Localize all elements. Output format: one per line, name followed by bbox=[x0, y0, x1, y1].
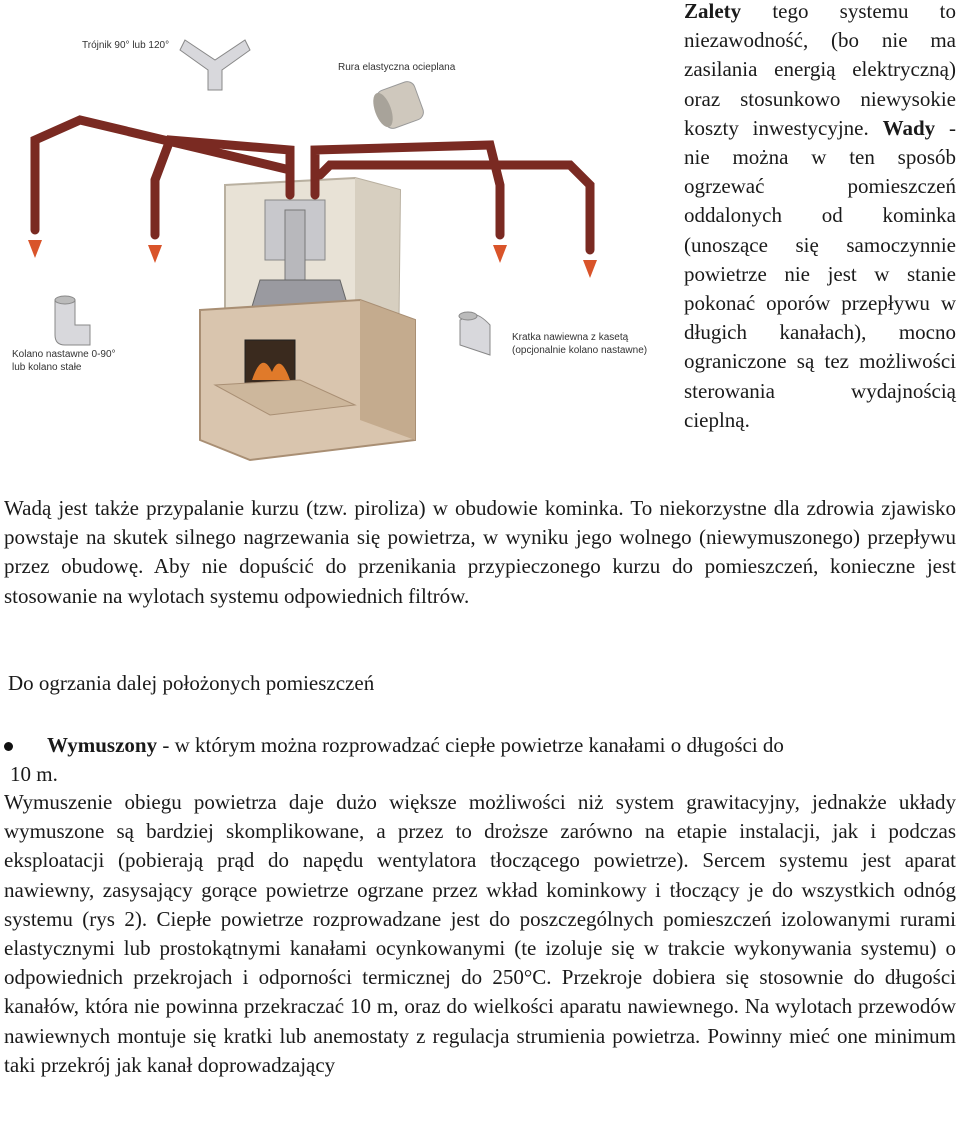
label-grille-1: Kratka nawiewna z kasetą bbox=[512, 332, 629, 343]
label-grille-2: (opcjonalnie kolano nastawne) bbox=[512, 345, 648, 356]
bullet-text bbox=[47, 731, 956, 760]
list-item bbox=[4, 731, 956, 789]
zalety-text: tego systemu to niezawodność, (bo nie ma zasilania energią elektryczną) oraz stosunkowo niewysokie koszty inwestycyjne. bbox=[684, 0, 956, 140]
label-elbow-1: Kolano nastawne 0-90° bbox=[12, 349, 116, 360]
arrow-down-icon bbox=[148, 245, 162, 263]
flue bbox=[285, 210, 305, 280]
paragraph-pyrolysis: Wadą jest także przypalanie kurzu (tzw. piroliza) w obudowie kominka. To niekorzystne dla zdrowia zjawisko powstaje na skutek silnego nagrzewania się powietrza, w wyniku jego wolnego (niewymuszonego) przepływu przez obudowę. Aby nie dopuścić do przenikania przypieczonego kurzu do pomieszczeń, konieczne jest stosowanie na wylotach systemu odpowiednich filtrów. bbox=[4, 496, 956, 608]
fireplace-diagram bbox=[0, 0, 680, 500]
wady-heading: Wady bbox=[882, 115, 936, 140]
bullet-icon bbox=[4, 742, 13, 751]
flex-pipe bbox=[369, 79, 425, 130]
bullet-body: - w którym można rozprowadzać ciepłe powietrze kanałami o długości do bbox=[162, 733, 784, 757]
label-flex-pipe: Rura elastyczna ocieplana bbox=[338, 62, 456, 73]
label-elbow-2: lub kolano stałe bbox=[12, 362, 82, 373]
fireplace-illustration bbox=[0, 0, 680, 500]
label-tee: Trójnik 90° lub 120° bbox=[82, 40, 170, 51]
grille-fitting bbox=[459, 312, 490, 355]
zalety-heading: Zalety bbox=[684, 0, 742, 23]
bullet-cont-text: 10 m. bbox=[10, 762, 58, 787]
wady-text: - nie można w ten sposób ogrzewać pomieszczeń oddalonych od kominka (unoszące się samoczynnie powietrze nie jest w stanie pokonać oporów przepływu w długich kanałach), mocno ograniczone są tez możliwości sterowania wydajnością cieplną. bbox=[684, 115, 956, 432]
paragraph-intro: Do ogrzania dalej położonych pomieszczeń bbox=[8, 671, 375, 695]
bullet-continuation bbox=[10, 760, 956, 789]
arrow-down-icon bbox=[583, 260, 597, 278]
paragraph-forced: Wymuszenie obiegu powietrza daje dużo większe możliwości niż system grawitacyjny, jednakże układy wymuszone są bardziej skomplikowane, a przez to droższe zarówno na etapie instalacji, jak i podczas eksploatacji (pobierają prąd do napędu wentylatora tłoczącego powietrze). Sercem systemu jest aparat nawiewny, zasysający gorące powietrze ogrzane przez wkład kominkowy i tłoczący je do wszystkich odnóg systemu (rys 2). Ciepłe powietrze rozprowadzane jest do poszczególnych pomieszczeń izolowanymi rurami elastycznymi lub prostokątnymi kanałami ocynkowanymi (te izoluje się w trakcie wykonywania systemu) o odpowiednich przekrojach i odporności termicznej do 250°C. Przekroje dobiera się stosownie do długości kanałów, która nie powinna przekraczać 10 m, oraz do wielkości aparatu nawiewnego. Na wylotach przewodów nawiewnych montuje się kratki lub anemostaty z regulacja strumienia powietrza. Powinny mieć one minimum taki przekrój jak kanał doprowadzający bbox=[4, 790, 956, 1077]
elbow-fitting bbox=[55, 296, 90, 345]
bullet-bold: Wymuszony bbox=[47, 733, 158, 757]
base-side bbox=[360, 300, 415, 440]
side-column bbox=[684, 0, 956, 435]
tee-fitting bbox=[180, 40, 250, 90]
arrow-down-icon bbox=[493, 245, 507, 263]
arrow-down-icon bbox=[28, 240, 42, 258]
